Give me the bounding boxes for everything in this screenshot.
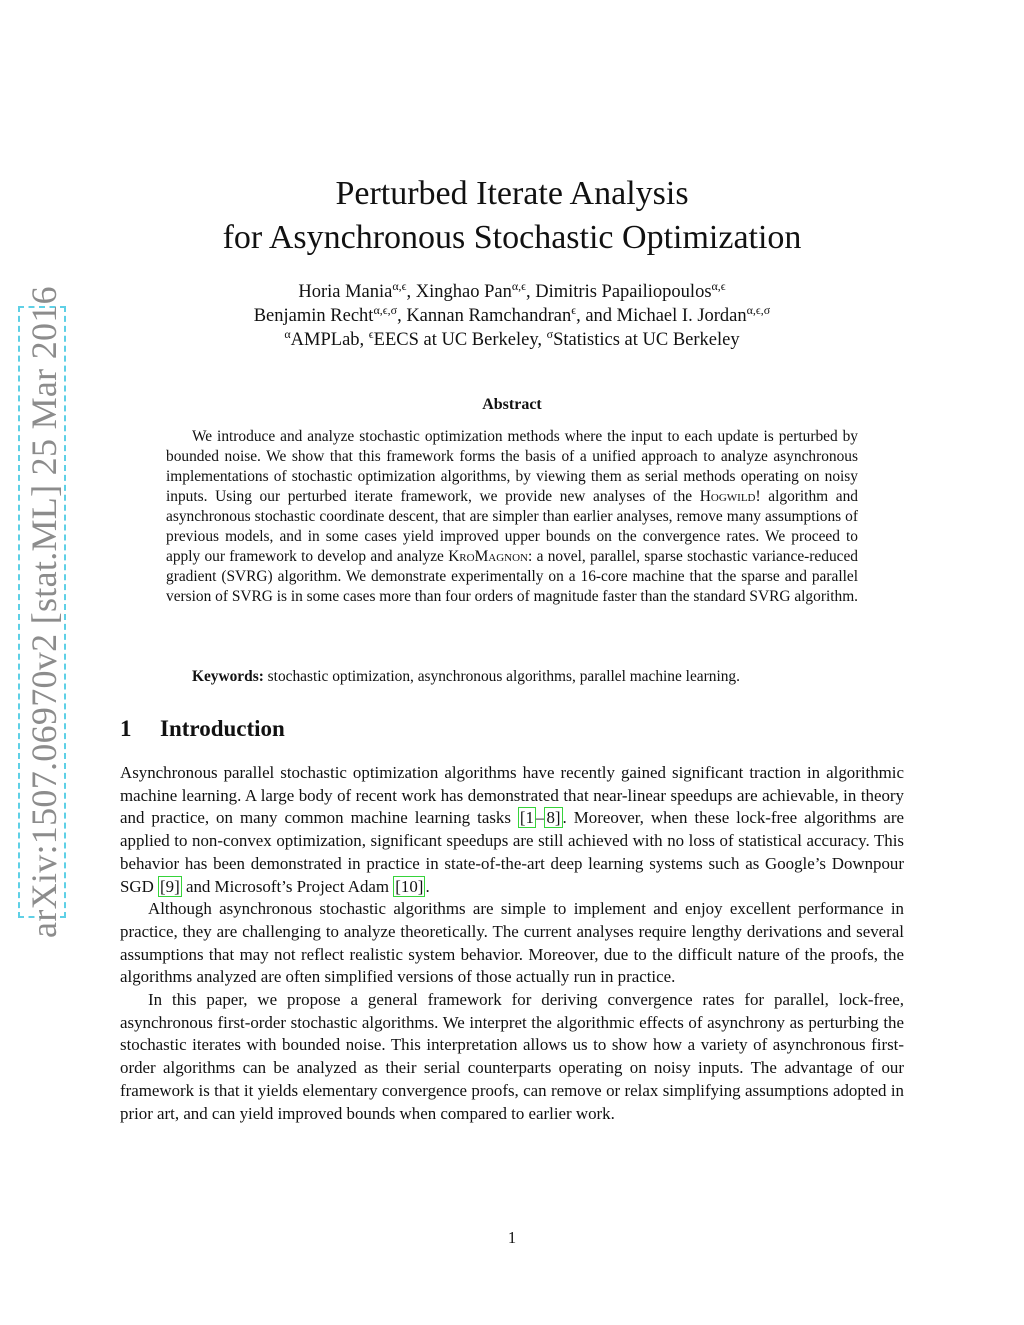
author-name: , and Michael I. Jordan [576, 306, 747, 326]
abstract-part: algorithm and asynchronous stochastic coordinate descent, that are simpler than earlier analyses, remove many assumptions of previous models, and in some cases yield improved upper bounds on the convergence rates. We proceed to apply our framework to develop and analyze [166, 488, 858, 565]
affiliation-mark: σ [546, 326, 554, 341]
author-name: , Xinghao Pan [406, 282, 512, 302]
citation-link[interactable]: 8] [546, 808, 561, 828]
paper-title [0, 172, 1024, 260]
author-affiliation-marks: ϵ [571, 302, 577, 317]
author-name: , Kannan Ramchandran [397, 306, 572, 326]
citation-link[interactable]: [10] [395, 876, 424, 896]
authors-line-1 [0, 280, 1024, 304]
affiliation: EECS at UC Berkeley, [373, 330, 547, 350]
keywords-text: stochastic optimization, asynchronous algorithms, parallel machine learning. [263, 668, 740, 685]
author-name: , Dimitris Papailiopoulos [526, 282, 712, 302]
paragraph-text: and Microsoft’s Project Adam [181, 876, 394, 896]
author-name: Benjamin Recht [253, 306, 374, 326]
kromagnon-name: KroMagnon [448, 548, 528, 565]
authors-line-2 [0, 304, 1024, 328]
page-number: 1 [507, 1228, 517, 1247]
author-name: Horia Mania [298, 282, 393, 302]
paragraph-text: Asynchronous parallel stochastic optimization algorithms have recently gained significant traction in algorithmic machine learning. A large body of recent work has demonstrated that near-linear speedups are achievable, in theory and practice, on many common machine learning tasks [120, 763, 904, 828]
paragraph-text: . Moreover, when these lock-free algorithms are applied to non-convex optimization, significant speedups are still achieved with no loss of statistical accuracy. This behavior has been demonstrated in practice in state-of-the-art deep learning systems such as Google’s Downpour SGD [120, 808, 904, 896]
affiliations-line [0, 328, 1024, 352]
author-affiliation-marks: α,ϵ,σ [746, 302, 771, 317]
title-line-2: for Asynchronous Stochastic Optimization [222, 219, 802, 256]
keywords-label: Keywords: [192, 668, 264, 685]
abstract-part: : a novel, parallel, sparse stochastic variance-reduced gradient (SVRG) algorithm. We demonstrate experimentally on a 16-core machine that the sparse and parallel version of SVRG is in some cases more than four orders of magnitude faster than the standard SVRG algorithm. [166, 548, 859, 605]
arxiv-identifier: arXiv:1507.06970v2 [stat.ML] 25 Mar 2016 [24, 286, 64, 938]
paragraph-1 [120, 762, 904, 898]
abstract-part: We introduce and analyze stochastic optimization methods where the input to each update is perturbed by bounded noise. We show that this framework forms the basis of a unified approach to analyze asynchronous implementations of stochastic optimization algorithms, by viewing them as serial methods operating on noisy inputs. Using our perturbed iterate framework, we provide new analyses of the [166, 428, 858, 505]
section-heading [120, 716, 285, 742]
author-affiliation-marks: α,ϵ [711, 278, 726, 293]
section-title: Introduction [160, 716, 285, 741]
paragraph-3: In this paper, we propose a general framework for deriving convergence rates for parallel, lock-free, asynchronous first-order stochastic algorithms. We interpret the algorithmic effects of asynchrony as perturbing the stochastic iterates with bounded noise. This interpretation allows us to show how a variety of asynchronous first-order algorithms can be analyzed as their serial counterparts operating on noisy inputs. The advantage of our framework is that it yields elementary convergence proofs, can remove or relax simplifying assumptions adopted in prior art, and can yield improved bounds when compared to earlier work. [120, 990, 904, 1123]
introduction-body [120, 762, 904, 1125]
abstract-heading: Abstract [482, 396, 542, 413]
author-affiliation-marks: α,ϵ [392, 278, 407, 293]
paragraph-text: . [425, 876, 430, 896]
author-block [0, 280, 1024, 352]
citation-link[interactable]: [9] [160, 876, 180, 896]
abstract-text [166, 427, 858, 607]
keywords [192, 667, 872, 687]
author-affiliation-marks: α,ϵ [511, 278, 526, 293]
paragraph-2: Although asynchronous stochastic algorithms are simple to implement and enjoy excellent performance in practice, they are challenging to analyze theoretically. The current analyses require lengthy derivations and several assumptions that may not reflect realistic system behavior. Moreover, due to the difficult nature of the proofs, the algorithms analyzed are often simplified versions of those actually run in practice. [120, 899, 904, 987]
hogwild-name: Hogwild! [699, 488, 761, 505]
affiliation-mark: ϵ [368, 326, 374, 341]
affiliation-mark: α [284, 326, 291, 341]
title-line-1: Perturbed Iterate Analysis [335, 175, 689, 212]
citation-link[interactable]: [1 [519, 808, 534, 828]
affiliation: AMPLab, [290, 330, 369, 350]
section-number: 1 [120, 716, 132, 741]
citation-range-dash: – [536, 808, 545, 828]
author-affiliation-marks: α,ϵ,σ [373, 302, 398, 317]
affiliation: Statistics at UC Berkeley [553, 330, 740, 350]
